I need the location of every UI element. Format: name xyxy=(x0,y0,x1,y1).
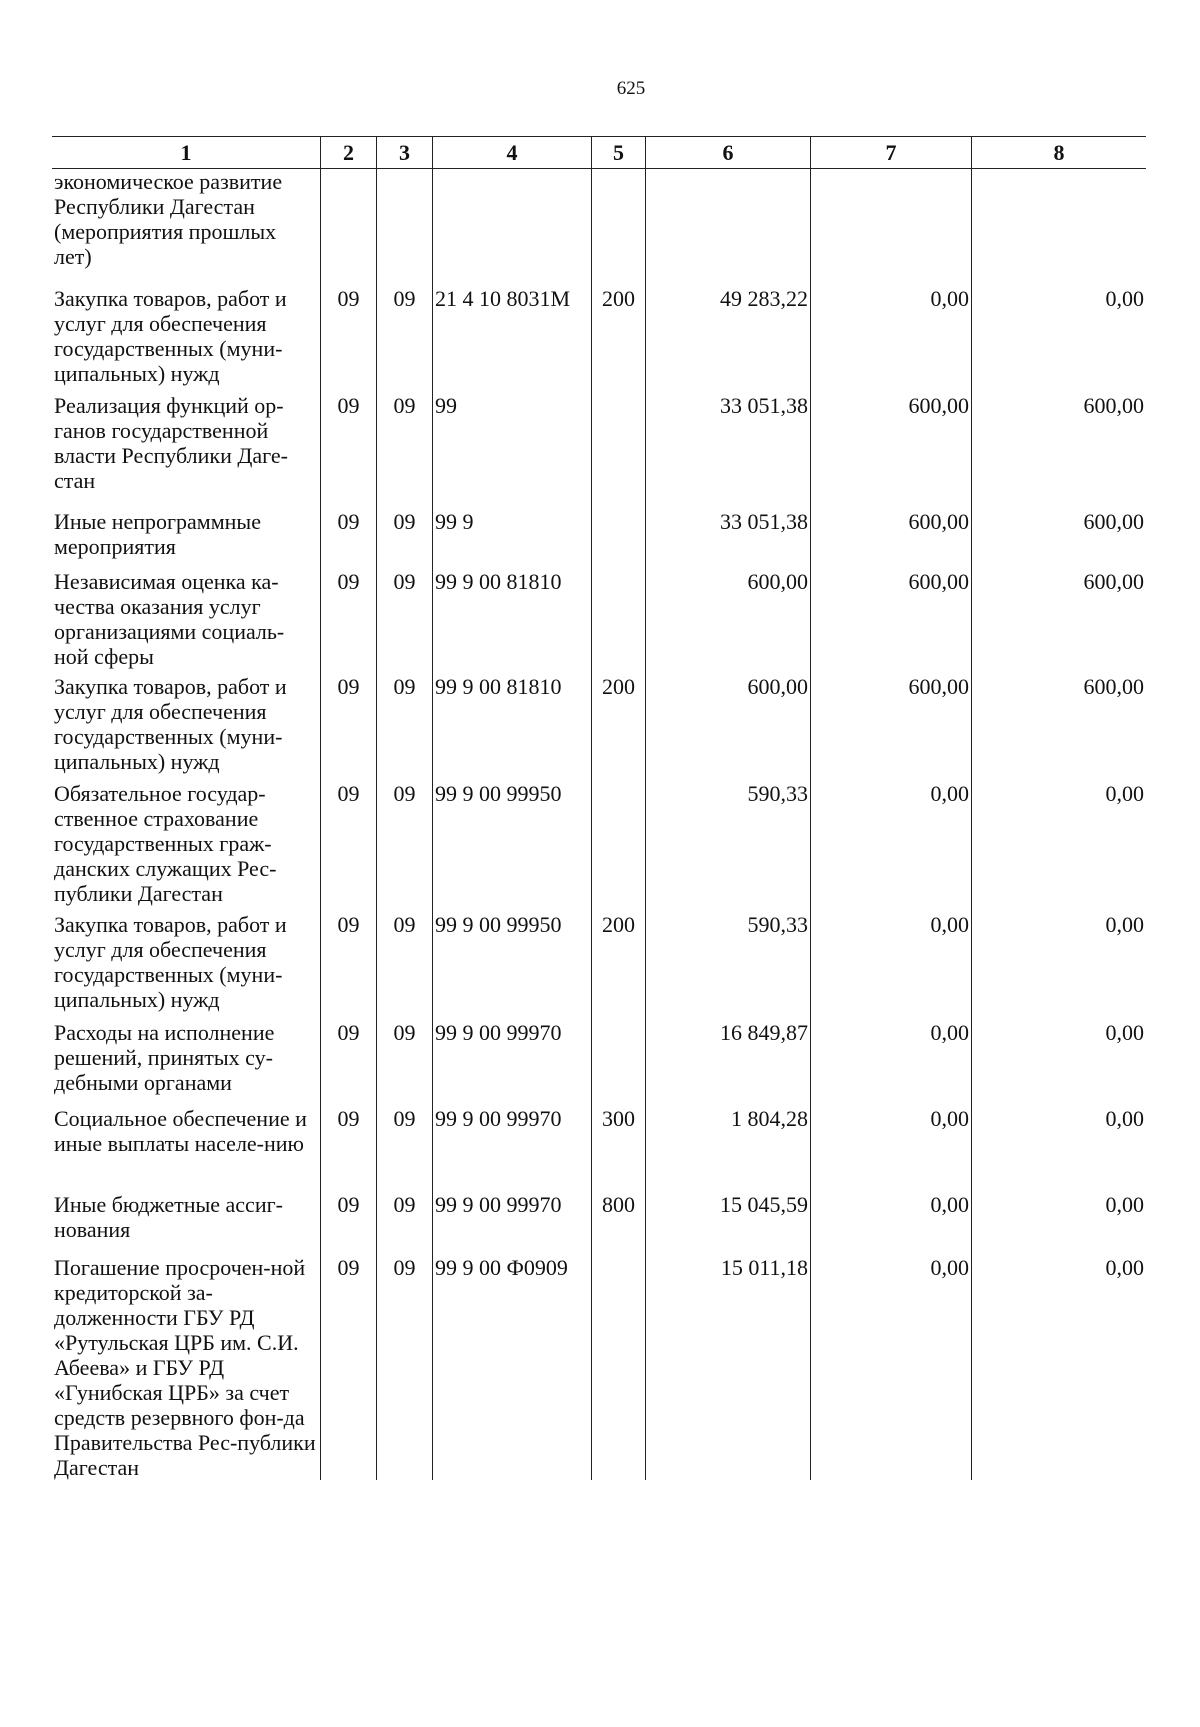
column-header: 5 xyxy=(592,137,646,169)
chapter-code: 09 xyxy=(321,509,377,569)
amount-col-7: 600,00 xyxy=(811,393,972,509)
table-row xyxy=(52,169,1146,286)
table-row xyxy=(52,912,1146,1020)
row-name: Социальное обеспечение и иные выплаты населе-нию xyxy=(54,1105,307,1156)
amount-col-8: 0,00 xyxy=(972,1106,1147,1192)
table-row xyxy=(52,1192,1146,1255)
expense-type-code xyxy=(592,1255,646,1480)
row-name: Закупка товаров, работ и услуг для обеспечения государственных (муни-ципальных) нужд xyxy=(54,673,287,774)
chapter-code: 09 xyxy=(321,912,377,1020)
amount-col-7: 600,00 xyxy=(811,509,972,569)
target-article-code: 99 9 00 99950 xyxy=(433,912,592,1020)
table-row xyxy=(52,569,1146,674)
column-header: 6 xyxy=(646,137,811,169)
table-body xyxy=(52,169,1146,1480)
table-row xyxy=(52,674,1146,781)
subsection-code: 09 xyxy=(377,1106,433,1192)
table-header-row xyxy=(52,137,1146,169)
subsection-code xyxy=(377,169,433,286)
amount-col-8: 0,00 xyxy=(972,1020,1147,1106)
chapter-code: 09 xyxy=(321,781,377,912)
chapter-code: 09 xyxy=(321,1106,377,1192)
table-row xyxy=(52,286,1146,393)
column-header: 1 xyxy=(52,137,321,169)
target-article-code: 99 9 00 81810 xyxy=(433,569,592,674)
expense-type-code: 200 xyxy=(592,286,646,393)
amount-col-6: 33 051,38 xyxy=(646,509,811,569)
column-header: 8 xyxy=(972,137,1147,169)
subsection-code: 09 xyxy=(377,286,433,393)
target-article-code: 99 9 00 81810 xyxy=(433,674,592,781)
amount-col-8: 600,00 xyxy=(972,509,1147,569)
table-row xyxy=(52,509,1146,569)
chapter-code: 09 xyxy=(321,1192,377,1255)
chapter-code: 09 xyxy=(321,569,377,674)
amount-col-8: 0,00 xyxy=(972,1192,1147,1255)
table-row xyxy=(52,1255,1146,1480)
amount-col-6: 15 011,18 xyxy=(646,1255,811,1480)
amount-col-6 xyxy=(646,169,811,286)
amount-col-7: 0,00 xyxy=(811,1020,972,1106)
row-name: Независимая оценка ка-чества оказания услуг организациями социаль-ной сферы xyxy=(54,568,285,669)
amount-col-7: 0,00 xyxy=(811,912,972,1020)
amount-col-6: 49 283,22 xyxy=(646,286,811,393)
amount-col-8: 0,00 xyxy=(972,781,1147,912)
expense-type-code: 200 xyxy=(592,674,646,781)
table-row xyxy=(52,393,1146,509)
page-number: 625 xyxy=(616,78,646,99)
chapter-code: 09 xyxy=(321,674,377,781)
amount-col-6: 590,33 xyxy=(646,781,811,912)
expense-type-code: 200 xyxy=(592,912,646,1020)
expense-type-code xyxy=(592,169,646,286)
budget-table xyxy=(52,136,1146,1480)
amount-col-8: 600,00 xyxy=(972,569,1147,674)
amount-col-6: 590,33 xyxy=(646,912,811,1020)
amount-col-7: 0,00 xyxy=(811,781,972,912)
amount-col-6: 33 051,38 xyxy=(646,393,811,509)
column-header: 7 xyxy=(811,137,972,169)
amount-col-6: 600,00 xyxy=(646,674,811,781)
subsection-code: 09 xyxy=(377,1255,433,1480)
amount-col-8: 0,00 xyxy=(972,1255,1147,1480)
table-row xyxy=(52,781,1146,912)
column-header: 3 xyxy=(377,137,433,169)
expense-type-code: 800 xyxy=(592,1192,646,1255)
expense-type-code: 300 xyxy=(592,1106,646,1192)
amount-col-7: 0,00 xyxy=(811,1192,972,1255)
row-name: Иные бюджетные ассиг-нования xyxy=(54,1191,283,1242)
expense-type-code xyxy=(592,509,646,569)
amount-col-8 xyxy=(972,169,1147,286)
chapter-code: 09 xyxy=(321,286,377,393)
subsection-code: 09 xyxy=(377,569,433,674)
amount-col-6: 16 849,87 xyxy=(646,1020,811,1106)
column-header: 4 xyxy=(433,137,592,169)
row-name: Расходы на исполнение решений, принятых су-дебными органами xyxy=(54,1019,275,1095)
amount-col-7 xyxy=(811,169,972,286)
amount-col-6: 1 804,28 xyxy=(646,1106,811,1192)
target-article-code: 99 9 00 99970 xyxy=(433,1106,592,1192)
expense-type-code xyxy=(592,569,646,674)
row-name: Иные непрограммные мероприятия xyxy=(54,508,261,559)
target-article-code: 99 9 00 99970 xyxy=(433,1192,592,1255)
amount-col-7: 0,00 xyxy=(811,1255,972,1480)
row-name: Закупка товаров, работ и услуг для обеспечения государственных (муни-ципальных) нужд xyxy=(54,911,287,1012)
target-article-code: 99 9 00 99950 xyxy=(433,781,592,912)
target-article-code: 99 9 00 99970 xyxy=(433,1020,592,1106)
target-article-code: 21 4 10 8031М xyxy=(433,286,592,393)
target-article-code: 99 9 xyxy=(433,509,592,569)
amount-col-8: 0,00 xyxy=(972,912,1147,1020)
subsection-code: 09 xyxy=(377,1192,433,1255)
expense-type-code xyxy=(592,1020,646,1106)
subsection-code: 09 xyxy=(377,1020,433,1106)
target-article-code: 99 xyxy=(433,393,592,509)
row-name: Закупка товаров, работ и услуг для обеспечения государственных (муни-ципальных) нужд xyxy=(54,285,287,386)
chapter-code: 09 xyxy=(321,1020,377,1106)
row-name: экономическое развитие Республики Дагестан (мероприятия прошлых лет) xyxy=(54,169,283,269)
table-row xyxy=(52,1106,1146,1192)
column-header: 2 xyxy=(321,137,377,169)
amount-col-7: 0,00 xyxy=(811,1106,972,1192)
expense-type-code xyxy=(592,781,646,912)
amount-col-7: 600,00 xyxy=(811,674,972,781)
amount-col-6: 600,00 xyxy=(646,569,811,674)
chapter-code: 09 xyxy=(321,1255,377,1480)
amount-col-8: 600,00 xyxy=(972,674,1147,781)
chapter-code xyxy=(321,169,377,286)
row-name: Реализация функций ор-ганов государственной власти Республики Даге-стан xyxy=(54,392,288,493)
amount-col-7: 0,00 xyxy=(811,286,972,393)
row-name: Погашение просрочен-ной кредиторской за-долженности ГБУ РД «Рутульская ЦРБ им. С.И. Абеева» и ГБУ РД «Гунибская ЦРБ» за счет средств резервного фон-да Правительства Рес-публики Дагестан xyxy=(54,1254,316,1480)
subsection-code: 09 xyxy=(377,912,433,1020)
subsection-code: 09 xyxy=(377,674,433,781)
target-article-code: 99 9 00 Ф0909 xyxy=(433,1255,592,1480)
row-name: Обязательное государ-ственное страхование государственных граж-данских служащих Рес-публики Дагестан xyxy=(54,780,277,906)
chapter-code: 09 xyxy=(321,393,377,509)
subsection-code: 09 xyxy=(377,781,433,912)
amount-col-7: 600,00 xyxy=(811,569,972,674)
amount-col-8: 0,00 xyxy=(972,286,1147,393)
subsection-code: 09 xyxy=(377,393,433,509)
expense-type-code xyxy=(592,393,646,509)
amount-col-8: 600,00 xyxy=(972,393,1147,509)
table-row xyxy=(52,1020,1146,1106)
target-article-code xyxy=(433,169,592,286)
subsection-code: 09 xyxy=(377,509,433,569)
amount-col-6: 15 045,59 xyxy=(646,1192,811,1255)
